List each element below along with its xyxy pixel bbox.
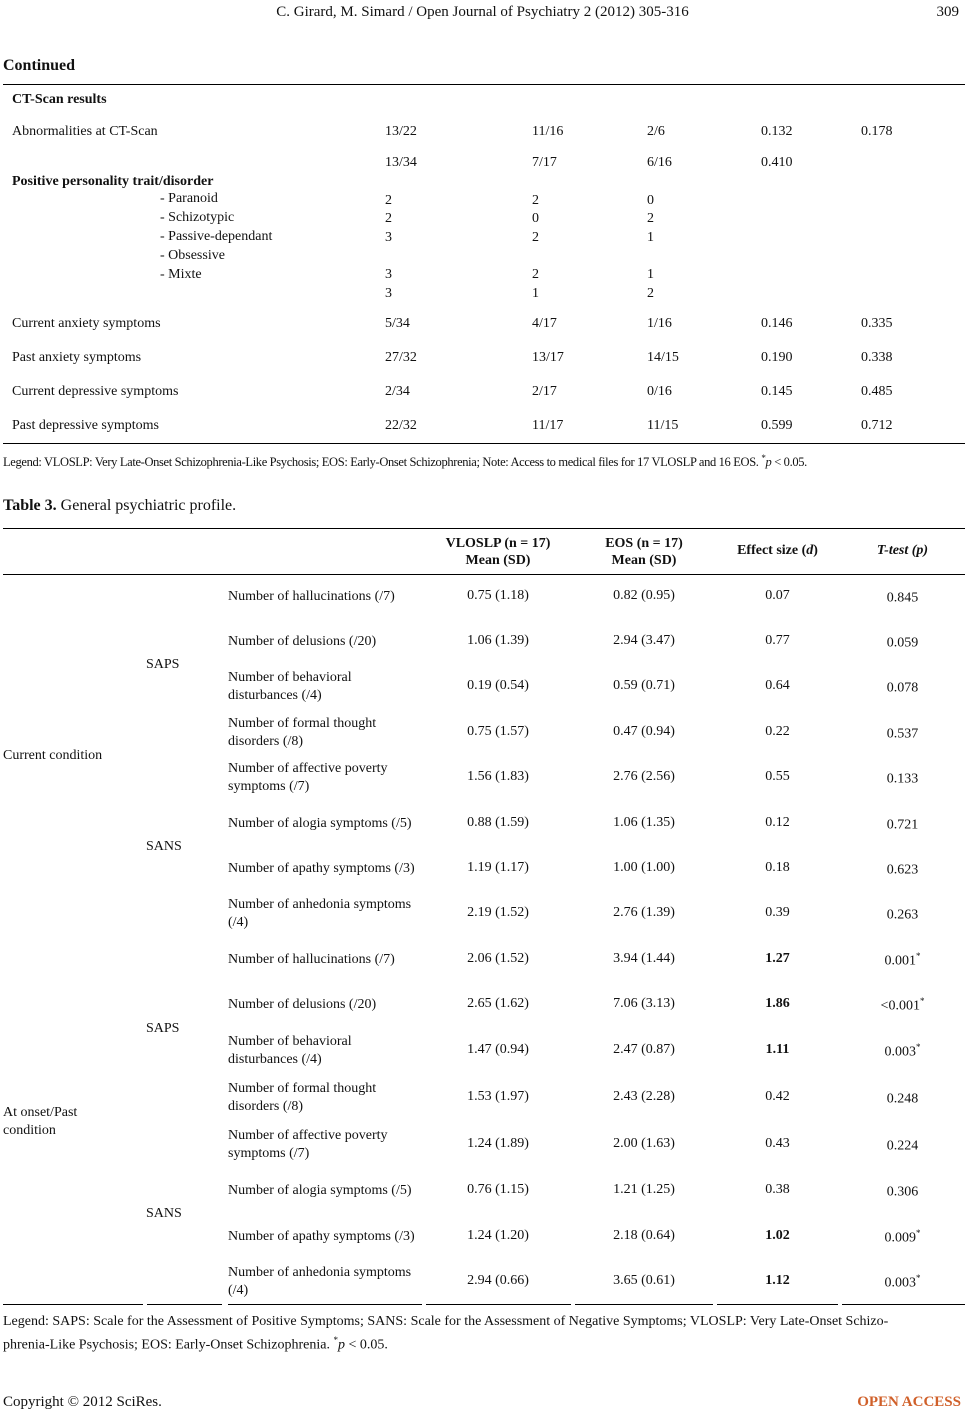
p-value-text: 0.003 [884, 1275, 916, 1291]
table-cell: 0.712 [861, 418, 893, 433]
table-cell: 0.146 [761, 316, 793, 331]
table-cell: 2 [647, 286, 654, 301]
mean-eos: 3.65 (0.61) [613, 1273, 675, 1288]
table3-top-rule [3, 528, 965, 529]
table-cell: 0.145 [761, 384, 793, 399]
effect-size: 0.39 [765, 905, 790, 920]
p-value-text: 0.001 [884, 953, 916, 969]
table-cell: 2 [385, 211, 392, 226]
table-cell: 3 [385, 267, 392, 282]
row-label: Past anxiety symptoms [12, 350, 142, 365]
p-value [840, 860, 965, 879]
significance-star: * [916, 951, 921, 961]
row-label: Number of hallucinations (/7) [228, 589, 395, 604]
table3-legend: Legend: SAPS: Scale for the Assessment of Positive Symptoms; SANS: Scale for the Assessment of Negative Symptoms; VLOSLP: Very Late-Onset Schizo- phrenia-Like Psychosis; EOS: Early-Onset Schizophrenia. *p < 0.05. [3, 1314, 889, 1353]
mean-eos: 1.00 (1.00) [613, 860, 675, 875]
personality-section-title: Positive personality trait/disorder [12, 174, 214, 189]
effect-size: 1.27 [765, 951, 790, 966]
effect-size: 0.22 [765, 724, 790, 739]
table-cell: 0.338 [861, 350, 893, 365]
effect-size: 0.18 [765, 860, 790, 875]
table-bottom-rule [3, 443, 965, 444]
table-top-rule [3, 84, 965, 85]
p-value-text: 0.306 [886, 1184, 919, 1200]
table-cell: 2 [532, 193, 539, 208]
header-vloslp: VLOSLP (n = 17) Mean (SD) [445, 536, 551, 568]
mean-vloslp: 0.75 (1.57) [467, 724, 529, 739]
table3-bottom-rule [3, 1304, 143, 1305]
p-value-text: 0.003 [884, 1044, 916, 1060]
p-value-text: 0.537 [886, 726, 919, 742]
mean-vloslp: 0.76 (1.15) [467, 1182, 529, 1197]
row-label: Number of formal thought disorders (/8) [228, 1081, 377, 1114]
mean-vloslp: 1.47 (0.94) [467, 1042, 529, 1057]
mean-eos: 2.47 (0.87) [613, 1042, 675, 1057]
mean-vloslp: 2.19 (1.52) [467, 905, 529, 920]
table3-bottom-rule [717, 1304, 838, 1305]
effect-size: 1.02 [765, 1228, 790, 1243]
effect-size: 0.42 [765, 1089, 790, 1104]
personality-item-label: - Obsessive [160, 248, 225, 263]
p-value [840, 1182, 965, 1201]
p-value [840, 1042, 965, 1061]
row-label: Number of alogia symptoms (/5) [228, 816, 412, 831]
significance-star: * [916, 1042, 921, 1052]
row-label: Number of anhedonia symptoms (/4) [228, 1265, 412, 1298]
table-cell: 1 [532, 286, 539, 301]
mean-eos: 2.76 (1.39) [613, 905, 675, 920]
effect-size: 1.11 [765, 1042, 790, 1057]
row-label: Number of delusions (/20) [228, 997, 377, 1012]
mean-eos: 2.94 (3.47) [613, 633, 675, 648]
row-label: Past depressive symptoms [12, 418, 159, 433]
personality-item-label: - Paranoid [160, 191, 218, 206]
p-value-text: 0.078 [886, 680, 919, 696]
p-value [840, 678, 965, 697]
table-cell: 0.335 [861, 316, 893, 331]
mean-eos: 2.43 (2.28) [613, 1089, 675, 1104]
p-value-text: 0.623 [886, 862, 919, 878]
effect-size: 0.55 [765, 769, 790, 784]
table3-bottom-rule [842, 1304, 965, 1305]
table-cell: 0 [647, 193, 654, 208]
p-value [840, 1273, 965, 1292]
row-label: Current anxiety symptoms [12, 316, 161, 331]
table-cell: 1 [647, 267, 654, 282]
condition-label: Current condition [3, 748, 103, 763]
row-label: Number of affective poverty symptoms (/7) [228, 761, 388, 794]
mean-vloslp: 0.75 (1.18) [467, 588, 529, 603]
row-label: Abnormalities at CT-Scan [12, 124, 158, 139]
table3-bottom-rule [228, 1304, 422, 1305]
table-cell: 0.190 [761, 350, 793, 365]
table-cell: 6/16 [647, 155, 672, 170]
mean-vloslp: 2.65 (1.62) [467, 996, 529, 1011]
footer-open-access: OPEN ACCESS [857, 1394, 961, 1410]
table-cell: 0.599 [761, 418, 793, 433]
mean-vloslp: 0.88 (1.59) [467, 815, 529, 830]
mean-eos: 3.94 (1.44) [613, 951, 675, 966]
p-value [840, 1089, 965, 1108]
scale-label: SAPS [146, 657, 180, 672]
p-value [840, 633, 965, 652]
mean-eos: 0.47 (0.94) [613, 724, 675, 739]
p-value-text: 0.133 [886, 771, 919, 787]
mean-eos: 2.76 (2.56) [613, 769, 675, 784]
table-cell: 22/32 [385, 418, 417, 433]
effect-size: 0.38 [765, 1182, 790, 1197]
table-legend: Legend: VLOSLP: Very Late-Onset Schizophrenia-Like Psychosis; EOS: Early-Onset Schizophrenia; Note: Access to medical files for 17 VLOSLP and 16 EOS. *p < 0.05. [3, 453, 807, 470]
p-value [840, 588, 965, 607]
table3-caption: Table 3. General psychiatric profile. [3, 497, 237, 514]
row-label: Current depressive symptoms [12, 384, 179, 399]
table-cell: 0.132 [761, 124, 793, 139]
p-value [840, 1136, 965, 1155]
table-cell: 0.410 [761, 155, 793, 170]
table-cell: 5/34 [385, 316, 410, 331]
p-value [840, 905, 965, 924]
row-label: Number of delusions (/20) [228, 634, 377, 649]
running-header: C. Girard, M. Simard / Open Journal of Psychiatry 2 (2012) 305-316 [276, 4, 689, 20]
row-label: Number of alogia symptoms (/5) [228, 1183, 412, 1198]
mean-eos: 0.82 (0.95) [613, 588, 675, 603]
table-cell: 2/6 [647, 124, 665, 139]
table-cell: 11/16 [532, 124, 564, 139]
header-effect-size: Effect size (d) [737, 543, 818, 558]
table-cell: 2 [647, 211, 654, 226]
mean-eos: 2.00 (1.63) [613, 1136, 675, 1151]
row-label: Number of apathy symptoms (/3) [228, 1229, 415, 1244]
effect-size: 0.77 [765, 633, 790, 648]
table-cell: 0.178 [861, 124, 893, 139]
table-cell: 3 [385, 286, 392, 301]
mean-eos: 0.59 (0.71) [613, 678, 675, 693]
significance-star: * [916, 1273, 921, 1283]
p-value-text: <0.001 [880, 998, 920, 1014]
p-value-text: 0.059 [886, 635, 919, 651]
table3-header-rule [3, 574, 965, 575]
table-cell: 27/32 [385, 350, 417, 365]
personality-item-label: - Schizotypic [160, 210, 235, 225]
row-label: Number of behavioral disturbances (/4) [228, 1034, 352, 1067]
p-value-text: 0.009 [884, 1230, 916, 1246]
table-cell: 13/17 [532, 350, 564, 365]
scale-label: SANS [146, 839, 182, 854]
row-label: Number of formal thought disorders (/8) [228, 716, 377, 749]
table-cell: 2 [532, 267, 539, 282]
table-cell: 2 [385, 193, 392, 208]
header-eos: EOS (n = 17) Mean (SD) [605, 536, 683, 568]
table-cell: 1 [647, 230, 654, 245]
personality-item-label: - Mixte [160, 267, 202, 282]
mean-eos: 2.18 (0.64) [613, 1228, 675, 1243]
mean-eos: 7.06 (3.13) [613, 996, 675, 1011]
header-t-test: T-test (p) [876, 543, 929, 558]
table-cell: 0 [532, 211, 539, 226]
p-value [840, 815, 965, 834]
mean-eos: 1.21 (1.25) [613, 1182, 675, 1197]
effect-size: 1.12 [765, 1273, 790, 1288]
table-cell: 1/16 [647, 316, 672, 331]
row-label: Number of apathy symptoms (/3) [228, 861, 415, 876]
mean-vloslp: 1.53 (1.97) [467, 1089, 529, 1104]
mean-vloslp: 1.24 (1.20) [467, 1228, 529, 1243]
p-value-text: 0.845 [886, 590, 919, 606]
table-cell: 0/16 [647, 384, 672, 399]
effect-size: 0.64 [765, 678, 790, 693]
p-value-text: 0.263 [886, 907, 919, 923]
table-cell: 7/17 [532, 155, 557, 170]
page-number: 309 [936, 4, 959, 20]
effect-size: 0.12 [765, 815, 790, 830]
table-cell: 2/17 [532, 384, 557, 399]
p-value [840, 1228, 965, 1247]
ct-scan-section-title: CT-Scan results [12, 92, 107, 107]
mean-vloslp: 1.19 (1.17) [467, 860, 529, 875]
p-value [840, 724, 965, 743]
row-label: Number of anhedonia symptoms (/4) [228, 897, 412, 930]
footer-copyright: Copyright © 2012 SciRes. [3, 1394, 162, 1410]
mean-vloslp: 1.24 (1.89) [467, 1136, 529, 1151]
effect-size: 0.43 [765, 1136, 790, 1151]
mean-vloslp: 2.06 (1.52) [467, 951, 529, 966]
table3-bottom-rule [147, 1304, 222, 1305]
mean-vloslp: 2.94 (0.66) [467, 1273, 529, 1288]
condition-label: At onset/Past condition [3, 1105, 78, 1138]
significance-star: * [916, 1228, 921, 1238]
p-value [840, 951, 965, 970]
table-cell: 0.485 [861, 384, 893, 399]
continued-label: Continued [3, 57, 76, 74]
mean-vloslp: 1.56 (1.83) [467, 769, 529, 784]
significance-star: * [919, 996, 925, 1006]
p-value [840, 996, 965, 1015]
table-cell: 2 [532, 230, 539, 245]
table3-bottom-rule [426, 1304, 571, 1305]
p-value-text: 0.721 [886, 817, 919, 833]
table-cell: 2/34 [385, 384, 410, 399]
scale-label: SANS [146, 1206, 182, 1221]
mean-eos: 1.06 (1.35) [613, 815, 675, 830]
personality-item-label: - Passive-dependant [160, 229, 273, 244]
table-cell: 4/17 [532, 316, 557, 331]
row-label: Number of hallucinations (/7) [228, 952, 395, 967]
table-cell: 14/15 [647, 350, 679, 365]
p-value-text: 0.248 [886, 1091, 919, 1107]
table-cell: 13/22 [385, 124, 417, 139]
table-cell: 11/17 [532, 418, 564, 433]
table-cell: 3 [385, 230, 392, 245]
row-label: Number of affective poverty symptoms (/7) [228, 1128, 388, 1161]
table-cell: 11/15 [647, 418, 679, 433]
scale-label: SAPS [146, 1021, 180, 1036]
mean-vloslp: 0.19 (0.54) [467, 678, 529, 693]
p-value [840, 769, 965, 788]
effect-size: 1.86 [765, 996, 790, 1011]
row-label: Number of behavioral disturbances (/4) [228, 670, 352, 703]
table3-bottom-rule [575, 1304, 713, 1305]
effect-size: 0.07 [765, 588, 790, 603]
mean-vloslp: 1.06 (1.39) [467, 633, 529, 648]
table-cell: 13/34 [385, 155, 417, 170]
p-value-text: 0.224 [886, 1138, 919, 1154]
